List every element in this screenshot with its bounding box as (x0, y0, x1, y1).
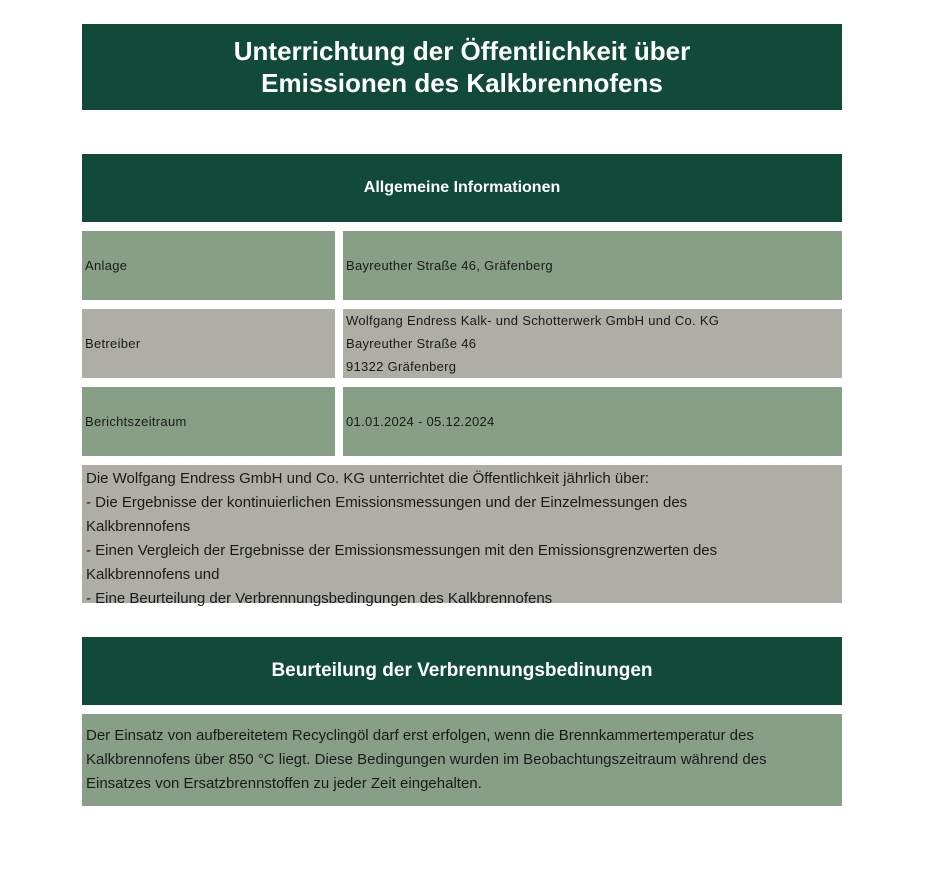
assessment-line: Kalkbrennofens über 850 °C liegt. Diese Bedingungen wurden im Beobachtungszeitraum während des (86, 751, 767, 768)
document-title (82, 24, 842, 110)
info-value-line: 01.01.2024 - 05.12.2024 (346, 414, 495, 429)
info-value-line: 91322 Gräfenberg (346, 359, 457, 374)
assessment-line: Der Einsatz von aufbereitetem Recyclingöl darf erst erfolgen, wenn die Brennkammertemperatur des (86, 727, 754, 744)
info-label: Betreiber (82, 309, 335, 378)
info-row-betreiber (82, 309, 842, 378)
info-label: Anlage (82, 231, 335, 300)
info-value (343, 231, 842, 300)
description-line: - Einen Vergleich der Ergebnisse der Emissionsmessungen mit den Emissionsgrenzwerten des (86, 542, 718, 559)
info-row-berichtszeitraum (82, 387, 842, 456)
description-line: Kalkbrennofens und (86, 566, 220, 583)
info-label: Berichtszeitraum (82, 387, 335, 456)
title-line-2: Emissionen des Kalkbrennofens (261, 68, 663, 98)
assessment-line: Einsatzes von Ersatzbrennstoffen zu jeder Zeit eingehalten. (86, 775, 482, 792)
title-line-1: Unterrichtung der Öffentlichkeit über (233, 36, 691, 66)
info-value (343, 309, 842, 378)
info-value-line: Wolfgang Endress Kalk- und Schotterwerk GmbH und Co. KG (346, 313, 720, 328)
info-value (343, 387, 842, 456)
description-line: Die Wolfgang Endress GmbH und Co. KG unterrichtet die Öffentlichkeit jährlich über: (86, 470, 650, 487)
assessment-text (82, 714, 842, 806)
general-info-description (82, 465, 842, 607)
info-value-line: Bayreuther Straße 46, Gräfenberg (346, 258, 553, 273)
info-value-line: Bayreuther Straße 46 (346, 336, 477, 351)
description-line: Kalkbrennofens (86, 518, 191, 535)
assessment-heading: Beurteilung der Verbrennungsbedinungen (82, 637, 842, 705)
general-info-heading: Allgemeine Informationen (82, 154, 842, 222)
description-line: - Die Ergebnisse der kontinuierlichen Emissionsmessungen und der Einzelmessungen des (86, 494, 688, 511)
document-page (82, 24, 842, 806)
info-row-anlage (82, 231, 842, 300)
description-line: - Eine Beurteilung der Verbrennungsbedingungen des Kalkbrennofens (86, 590, 553, 607)
